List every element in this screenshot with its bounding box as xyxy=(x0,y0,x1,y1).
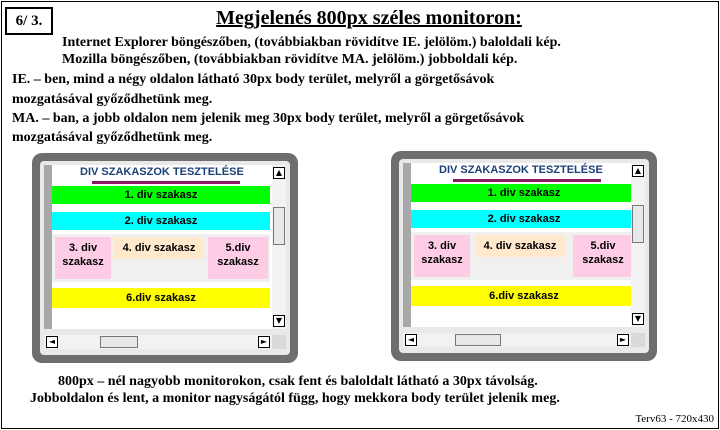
ie-scroll-right-arrow[interactable]: ► xyxy=(258,336,270,348)
ma-div-5: 5.div szakasz xyxy=(573,235,631,277)
ma-page-content xyxy=(411,163,631,327)
ma-horizontal-scroll-thumb[interactable] xyxy=(455,334,501,346)
ma-scroll-up-arrow[interactable]: ▲ xyxy=(632,165,644,177)
ie-browser-window xyxy=(32,153,298,363)
ma-horizontal-scrollbar[interactable] xyxy=(403,333,631,347)
ie-window-body xyxy=(40,161,290,355)
ma-vertical-scroll-thumb[interactable] xyxy=(632,205,644,243)
signature: Terv63 - 720x430 xyxy=(635,413,714,425)
ma-div-1: 1. div szakasz xyxy=(411,184,631,202)
ma-vertical-scrollbar[interactable] xyxy=(631,163,645,327)
ie-title-underline xyxy=(92,181,240,184)
ie-div-5: 5.div szakasz xyxy=(208,237,268,279)
ie-scroll-down-arrow[interactable]: ▼ xyxy=(273,315,285,327)
ma-panel-title: DIV SZAKASZOK TESZTELÉSE xyxy=(439,164,603,176)
ie-vertical-scroll-thumb[interactable] xyxy=(273,207,285,245)
ma-div-4: 4. div szakasz xyxy=(475,235,565,257)
ma-scroll-right-arrow[interactable]: ► xyxy=(617,334,629,346)
ie-div-6: 6.div szakasz xyxy=(52,288,270,308)
footer-line-2: Jobboldalon és lent, a monitor nagyságától függ, hogy mekkora body terület jelenik meg. xyxy=(30,391,560,406)
ma-note-line-2: mozgatásával győződhetünk meg. xyxy=(12,130,213,145)
ma-browser-window xyxy=(391,151,657,361)
ie-horizontal-scroll-thumb[interactable] xyxy=(100,336,138,348)
ma-viewport xyxy=(403,163,631,327)
ma-note-line-1: MA. – ban, a jobb oldalon nem jelenik meg 30px body terület, melyről a görgetősávok xyxy=(12,111,525,126)
ma-scroll-corner xyxy=(631,333,645,347)
ie-div-4: 4. div szakasz xyxy=(114,237,204,259)
ie-note-line-2: mozgatásával győződhetünk meg. xyxy=(12,92,213,107)
intro-line-2: Mozilla böngészőben, (továbbiakban rövidítve MA. jelölöm.) jobboldali kép. xyxy=(62,52,518,67)
page-number: 6/ 3. xyxy=(5,7,53,35)
ma-div-3: 3. div szakasz xyxy=(414,235,470,277)
ie-viewport xyxy=(44,165,272,329)
ie-div-2: 2. div szakasz xyxy=(52,212,270,230)
ie-div-3: 3. div szakasz xyxy=(55,237,111,279)
intro-line-1: Internet Explorer böngészőben, (továbbiakban rövidítve IE. jelölöm.) baloldali kép. xyxy=(62,35,561,50)
ie-page-content xyxy=(52,165,272,329)
ie-scroll-left-arrow[interactable]: ◄ xyxy=(46,336,58,348)
ma-div-2: 2. div szakasz xyxy=(411,210,631,228)
ie-horizontal-scrollbar[interactable] xyxy=(44,335,272,349)
ma-scroll-down-arrow[interactable]: ▼ xyxy=(632,313,644,325)
ie-vertical-scrollbar[interactable] xyxy=(272,165,286,329)
ie-scroll-up-arrow[interactable]: ▲ xyxy=(273,167,285,179)
page-title: Megjelenés 800px széles monitoron: xyxy=(216,7,522,29)
footer-line-1: 800px – nél nagyobb monitorokon, csak fent és baloldalt látható a 30px távolság. xyxy=(58,374,538,389)
ie-div-1: 1. div szakasz xyxy=(52,186,270,204)
ma-window-body xyxy=(399,159,649,353)
ma-title-underline xyxy=(453,179,601,182)
ie-panel-title: DIV SZAKASZOK TESZTELÉSE xyxy=(80,166,244,178)
ma-scroll-left-arrow[interactable]: ◄ xyxy=(405,334,417,346)
ie-scroll-corner xyxy=(272,335,286,349)
ie-note-line-1: IE. – ben, mind a négy oldalon látható 30px body terület, melyről a görgetősávok xyxy=(12,72,495,87)
ma-div-6: 6.div szakasz xyxy=(411,286,631,306)
